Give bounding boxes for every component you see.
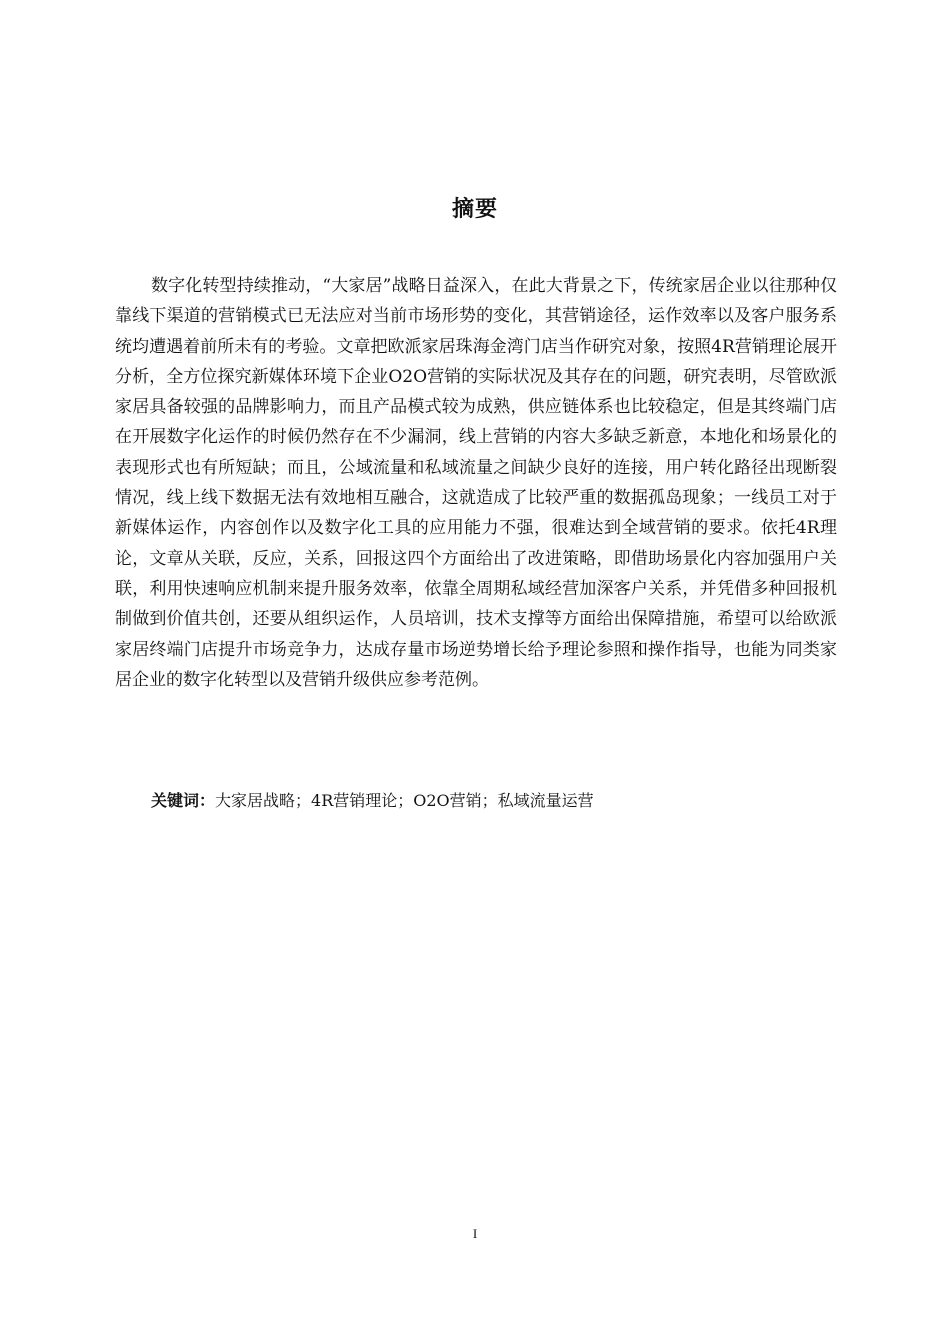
keywords-label: 关键词： xyxy=(151,791,216,810)
keywords-text: 大家居战略；4R营销理论；O2O营销；私域流量运营 xyxy=(215,791,594,810)
abstract-paragraph: 数字化转型持续推动，“大家居”战略日益深入，在此大背景之下，传统家居企业以往那种仅靠线下渠道的营销模式已无法应对当前市场形势的变化，其营销途径，运作效率以及客户服务系统均遭遇着前所未有的考验。文章把欧派家居珠海金湾门店当作研究对象，按照4R营销理论展开分析，全方位探究新媒体环境下企业O2O营销的实际状况及其存在的问题，研究表明，尽管欧派家居具备较强的品牌影响力，而且产品模式较为成熟，供应链体系也比较稳定，但是其终端门店在开展数字化运作的时候仍然存在不少漏洞，线上营销的内容大多缺乏新意，本地化和场景化的表现形式也有所短缺；而且，公域流量和私域流量之间缺少良好的连接，用户转化路径出现断裂情况，线上线下数据无法有效地相互融合，这就造成了比较严重的数据孤岛现象；一线员工对于新媒体运作，内容创作以及数字化工具的应用能力不强，很难达到全域营销的要求。依托4R理论，文章从关联，反应，关系，回报这四个方面给出了改进策略，即借助场景化内容加强用户关联，利用快速响应机制来提升服务效率，依靠全周期私域经营加深客户关系，并凭借多种回报机制做到价值共创，还要从组织运作，人员培训，技术支撑等方面给出保障措施，希望可以给欧派家居终端门店提升市场竞争力，达成存量市场逆势增长给予理论参照和操作指导，也能为同类家居企业的数字化转型以及营销升级供应参考范例。 xyxy=(115,276,837,690)
keywords-line xyxy=(151,787,837,815)
page-title: 摘要 xyxy=(451,197,498,222)
page-number: I xyxy=(472,1226,478,1241)
